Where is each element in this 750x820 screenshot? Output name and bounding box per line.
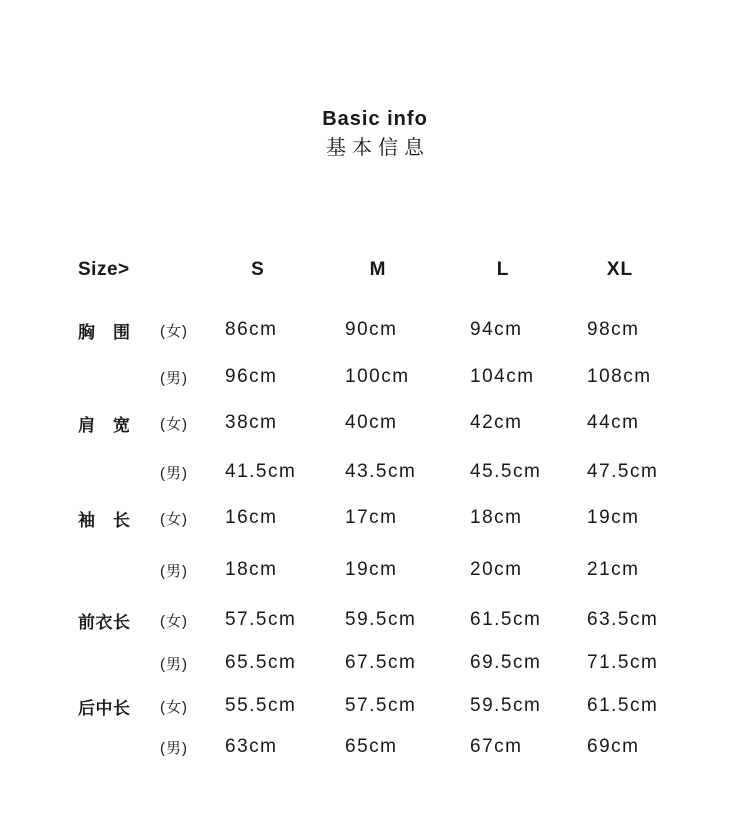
size-value: 41.5cm: [225, 461, 297, 482]
size-value: 63cm: [225, 736, 278, 757]
size-value: 42cm: [470, 412, 523, 433]
size-value: 86cm: [225, 319, 278, 340]
table-row-front-length-male: [78, 640, 700, 686]
table-row-sleeve-male: [78, 547, 700, 593]
measurement-label: 胸 围: [78, 322, 130, 342]
measurement-label: 前衣长: [78, 612, 130, 632]
size-value: 69cm: [587, 736, 640, 757]
size-value: 38cm: [225, 412, 278, 433]
column-header-xl: XL: [606, 259, 634, 280]
size-value: 44cm: [587, 412, 640, 433]
size-value: 19cm: [345, 559, 398, 580]
size-value: 57.5cm: [225, 609, 297, 630]
table-row-chest-female: [78, 307, 700, 353]
gender-label: (男): [160, 369, 188, 387]
gender-label: (女): [160, 698, 188, 716]
size-value: 69.5cm: [470, 652, 542, 673]
gender-label: (女): [160, 322, 188, 340]
gender-label: (女): [160, 510, 188, 528]
title-english: Basic info: [322, 108, 428, 130]
size-value: 67.5cm: [345, 652, 417, 673]
size-value: 20cm: [470, 559, 523, 580]
table-header-row: [78, 254, 700, 286]
table-row-sleeve-female: [78, 495, 700, 541]
size-corner-label: Size>: [78, 259, 130, 280]
size-value: 104cm: [470, 366, 535, 387]
gender-label: (男): [160, 739, 188, 757]
page-title: [0, 105, 750, 163]
size-value: 65cm: [345, 736, 398, 757]
size-value: 108cm: [587, 366, 652, 387]
size-table: [78, 254, 700, 770]
size-value: 18cm: [470, 507, 523, 528]
table-row-chest-male: [78, 354, 700, 400]
size-value: 18cm: [225, 559, 278, 580]
table-row-shoulder-male: [78, 449, 700, 495]
title-chinese: 基本信息: [326, 137, 430, 159]
size-value: 40cm: [345, 412, 398, 433]
gender-label: (女): [160, 612, 188, 630]
table-row-back-length-male: [78, 724, 700, 770]
table-row-front-length-female: [78, 597, 700, 643]
size-value: 94cm: [470, 319, 523, 340]
size-value: 63.5cm: [587, 609, 659, 630]
table-row-back-length-female: [78, 683, 700, 729]
size-value: 17cm: [345, 507, 398, 528]
size-value: 43.5cm: [345, 461, 417, 482]
size-value: 16cm: [225, 507, 278, 528]
column-header-m: M: [369, 259, 387, 280]
gender-label: (男): [160, 562, 188, 580]
size-value: 71.5cm: [587, 652, 659, 673]
size-value: 98cm: [587, 319, 640, 340]
measurement-label: 袖 长: [78, 510, 130, 530]
measurement-label: 后中长: [78, 698, 130, 718]
size-value: 67cm: [470, 736, 523, 757]
size-value: 59.5cm: [345, 609, 417, 630]
size-value: 55.5cm: [225, 695, 297, 716]
size-value: 57.5cm: [345, 695, 417, 716]
size-value: 65.5cm: [225, 652, 297, 673]
size-value: 19cm: [587, 507, 640, 528]
size-value: 61.5cm: [470, 609, 542, 630]
gender-label: (男): [160, 464, 188, 482]
column-header-s: S: [251, 259, 265, 280]
size-value: 96cm: [225, 366, 278, 387]
size-value: 47.5cm: [587, 461, 659, 482]
size-value: 61.5cm: [587, 695, 659, 716]
table-row-shoulder-female: [78, 400, 700, 446]
size-value: 59.5cm: [470, 695, 542, 716]
size-value: 45.5cm: [470, 461, 542, 482]
column-header-l: L: [496, 259, 510, 280]
measurement-label: 肩 宽: [78, 415, 130, 435]
size-value: 21cm: [587, 559, 640, 580]
size-value: 100cm: [345, 366, 410, 387]
gender-label: (女): [160, 415, 188, 433]
gender-label: (男): [160, 655, 188, 673]
size-value: 90cm: [345, 319, 398, 340]
